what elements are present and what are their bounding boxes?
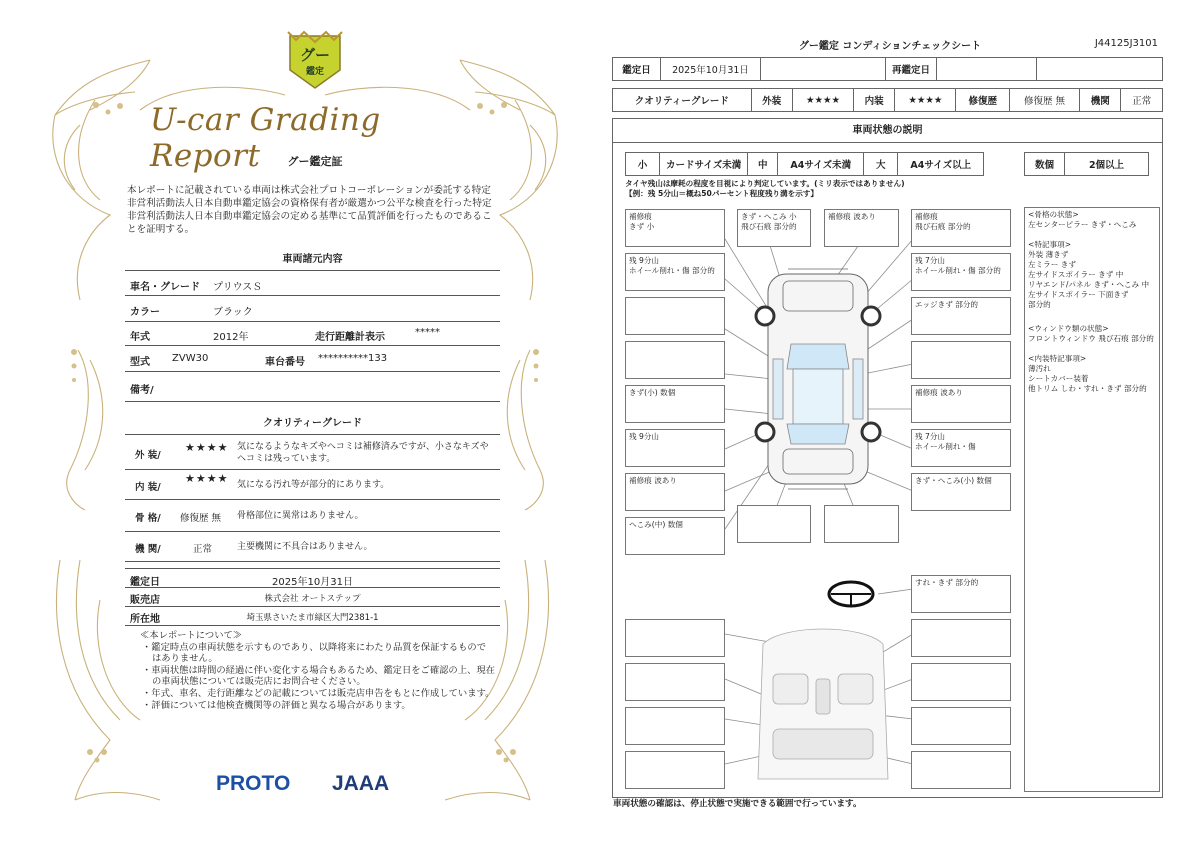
spec-row-name (125, 270, 500, 296)
engine-desc: 主要機関に不具合はありません。 (237, 542, 373, 552)
empty-cell (1037, 58, 1163, 81)
name-value: プリウスＳ (213, 282, 263, 293)
count-label: 数個 (1025, 153, 1065, 176)
note-item: ・鑑定時点の車両状態を示すものであり、以降将来にわたり品質を保証するものではありません。 (142, 641, 486, 665)
sheet-id: J44125J3101 (1094, 38, 1158, 49)
condition-box: 残 9分山 (625, 429, 725, 467)
special-note: 左サイドスポイラー 下面きず (1028, 290, 1129, 299)
frame-label: 骨 格/ (135, 513, 161, 524)
condition-box (625, 751, 725, 789)
mileage-value: ***** (415, 327, 440, 338)
ext-label: 外装 (751, 89, 792, 112)
address-row (125, 607, 500, 626)
engine-label: 機関 (1080, 89, 1121, 112)
model-label: 型式 (130, 357, 150, 368)
condition-box (625, 707, 725, 745)
ext-stars: ★★★★ (793, 89, 854, 112)
engine-value: 正常 (1121, 89, 1163, 112)
inspection-date-label: 鑑定日 (130, 577, 160, 588)
chassis-label: 車台番号 (265, 357, 305, 368)
quality-row-interior (125, 470, 500, 500)
spec-row-year (125, 322, 500, 346)
condition-box (911, 619, 1011, 657)
year-value: 2012年 (213, 332, 249, 343)
size-small-desc: カードサイズ未満 (660, 153, 748, 176)
size-mid: 中 (748, 153, 778, 176)
condition-box: エッジきず 部分的 (911, 297, 1011, 335)
condition-box: 補修痕 波あり (911, 385, 1011, 423)
condition-box (737, 505, 811, 543)
redate-label: 再鑑定日 (886, 58, 937, 81)
section-title: 車両状態の説明 (613, 119, 1162, 143)
condition-box: 補修痕 飛び石痕 部分的 (911, 209, 1011, 247)
special-title: <特記事項> (1028, 240, 1072, 249)
condition-box: 補修痕 きず 小 (625, 209, 725, 247)
interior-stars: ★★★★ (185, 472, 229, 485)
tire-note-line: 【例：残 5分山＝概ね50パーセント程度残り溝を示す】 (625, 189, 818, 198)
condition-box: 残 7分山 ホイール削れ・傷 部分的 (911, 253, 1011, 291)
quality-title: クオリティーグレード (263, 418, 362, 429)
exterior-label: 外 装/ (135, 450, 161, 461)
spec-row-model (125, 346, 500, 372)
color-value: ブラック (213, 307, 253, 318)
condition-box (911, 663, 1011, 701)
interior-note: 他トリム しわ・すれ・きず 部分的 (1028, 384, 1147, 393)
condition-box: きず・へこみ(小) 数個 (911, 473, 1011, 511)
logos (216, 772, 416, 800)
condition-box (625, 341, 725, 379)
condition-box: 補修痕 波あり (824, 209, 899, 247)
interior-note: 薄汚れ (1028, 364, 1051, 373)
quality-row-frame (125, 500, 500, 532)
condition-box (911, 751, 1011, 789)
window-title: <ウィンドウ類の状態> (1028, 324, 1109, 333)
name-label: 車名・グレード (130, 282, 200, 293)
size-large-desc: A4サイズ以上 (898, 153, 984, 176)
inspection-date: 2025年10月31日 (272, 577, 353, 588)
special-note: 左ミラー きず (1028, 260, 1076, 269)
exterior-stars: ★★★★ (185, 441, 229, 454)
window-note: フロントウィンドウ 飛び石痕 部分的 (1028, 334, 1154, 343)
exterior-desc: 気になるようなキズやヘコミは補修済みですが、小さなキズやヘコミは残っています。 (237, 442, 489, 464)
grade-label: クオリティーグレード (613, 89, 752, 112)
proto-logo: PROTO (216, 772, 291, 795)
remarks-label: 備考/ (130, 385, 154, 396)
date-label: 鑑定日 (613, 58, 661, 81)
color-label: カラー (130, 307, 160, 318)
date-value: 2025年10月31日 (661, 58, 761, 81)
spec-title: 車両諸元内容 (282, 254, 343, 265)
condition-section (612, 118, 1163, 798)
condition-box: すれ・きず 部分的 (911, 575, 1011, 613)
model-value: ZVW30 (172, 353, 209, 364)
dealer-label: 販売店 (130, 595, 160, 606)
condition-box (625, 663, 725, 701)
tire-note-line: タイヤ残山は摩耗の程度を目視により判定しています。(ミリ表示ではありません) (625, 179, 905, 188)
condition-box: 残 7分山 ホイール削れ・傷 (911, 429, 1011, 467)
condition-box (625, 619, 725, 657)
certificate-body: 本レポートに記載されている車両は株式会社プロトコーポレーションが委託する特定非営利活動法人日本自動車鑑定協会の資格保有者が厳選かつ公平な検査を行った特定非営利活動法人日本自動車鑑定協会の定める基準にて品質評価を行ったものであることを証明する。 (127, 185, 492, 235)
condition-box (911, 341, 1011, 379)
special-note: 左サイドスポイラー きず 中 (1028, 270, 1124, 279)
int-label: 内装 (853, 89, 894, 112)
sheet-title: グー鑑定 コンディションチェックシート (798, 41, 982, 52)
year-label: 年式 (130, 332, 150, 343)
frame-note: 左センターピラー きず・へこみ (1028, 220, 1137, 229)
interior-label: 内 装/ (135, 482, 161, 493)
footer-note: 車両状態の確認は、停止状態で実施できる範囲で行っています。 (613, 799, 862, 809)
goo-kantei-badge (286, 30, 344, 92)
report-title: U-car Grading Report (150, 102, 381, 174)
date-row (125, 568, 500, 588)
address: 埼玉県さいたま市緑区大門2381-1 (246, 613, 379, 623)
notes-title: ≪本レポートについて≫ (140, 630, 243, 641)
note-item: ・評価については他検査機関等の評価と異なる場合があります。 (142, 699, 411, 711)
empty-cell (761, 58, 886, 81)
frame-value: 修復歴 無 (180, 513, 222, 524)
dealer-name: 株式会社 オートステップ (264, 594, 361, 604)
condition-box: きず(小) 数個 (625, 385, 725, 423)
note-item: ・車両状態は時間の経過に伴い変化する場合もあるため、鑑定日をご確認の上、現在の車両状態については販売店にお問合せください。 (142, 664, 495, 688)
engine-label: 機 関/ (135, 544, 161, 555)
grade-table (612, 88, 1163, 112)
chassis-value: **********133 (318, 353, 388, 364)
note-item: ・年式、車名、走行距離などの記載については販売店申告をもとに作成しています。 (142, 687, 495, 699)
size-large: 大 (864, 153, 898, 176)
address-label: 所在地 (130, 614, 160, 625)
frame-title: <骨格の状態> (1028, 210, 1079, 219)
size-mid-desc: A4サイズ未満 (778, 153, 864, 176)
badge-text: グー (299, 46, 330, 64)
condition-box (625, 297, 725, 335)
condition-box (824, 505, 899, 543)
redate-value (937, 58, 1037, 81)
dealer-row (125, 588, 500, 607)
frame-desc: 骨格部位に異常はありません。 (237, 511, 364, 521)
certificate-title: グー鑑定証 (287, 155, 343, 168)
report-notes (140, 630, 495, 711)
quality-row-engine (125, 532, 500, 562)
special-note: 部分的 (1028, 300, 1051, 309)
repair-value: 修復歴 無 (1010, 89, 1080, 112)
interior-title: <内装特記事項> (1028, 354, 1087, 363)
badge-sub: 鑑定 (305, 67, 324, 77)
condition-box: きず・へこみ 小 飛び石痕 部分的 (737, 209, 811, 247)
condition-box: 残 9分山 ホイール削れ・傷 部分的 (625, 253, 725, 291)
quality-row-exterior (125, 434, 500, 470)
spec-row-remarks (125, 372, 500, 402)
jaaa-logo: JAAA (332, 772, 390, 795)
condition-box: へこみ(中) 数個 (625, 517, 725, 555)
mileage-label: 走行距離計表示 (315, 332, 385, 343)
count-desc: 2個以上 (1065, 153, 1149, 176)
spec-row-color (125, 296, 500, 322)
int-stars: ★★★★ (895, 89, 956, 112)
interior-note: シートカバー装着 (1028, 374, 1089, 383)
condition-box: 補修痕 波あり (625, 473, 725, 511)
repair-label: 修復歴 (956, 89, 1010, 112)
special-note: 外装 薄きず (1028, 250, 1069, 259)
engine-value: 正常 (193, 544, 213, 555)
size-small: 小 (626, 153, 660, 176)
condition-notes (1024, 207, 1160, 792)
interior-desc: 気になる汚れ等が部分的にあります。 (237, 480, 390, 490)
date-table (612, 57, 1163, 81)
condition-box (911, 707, 1011, 745)
special-note: リヤエンド/パネル きず・へこみ 中 (1028, 280, 1150, 289)
